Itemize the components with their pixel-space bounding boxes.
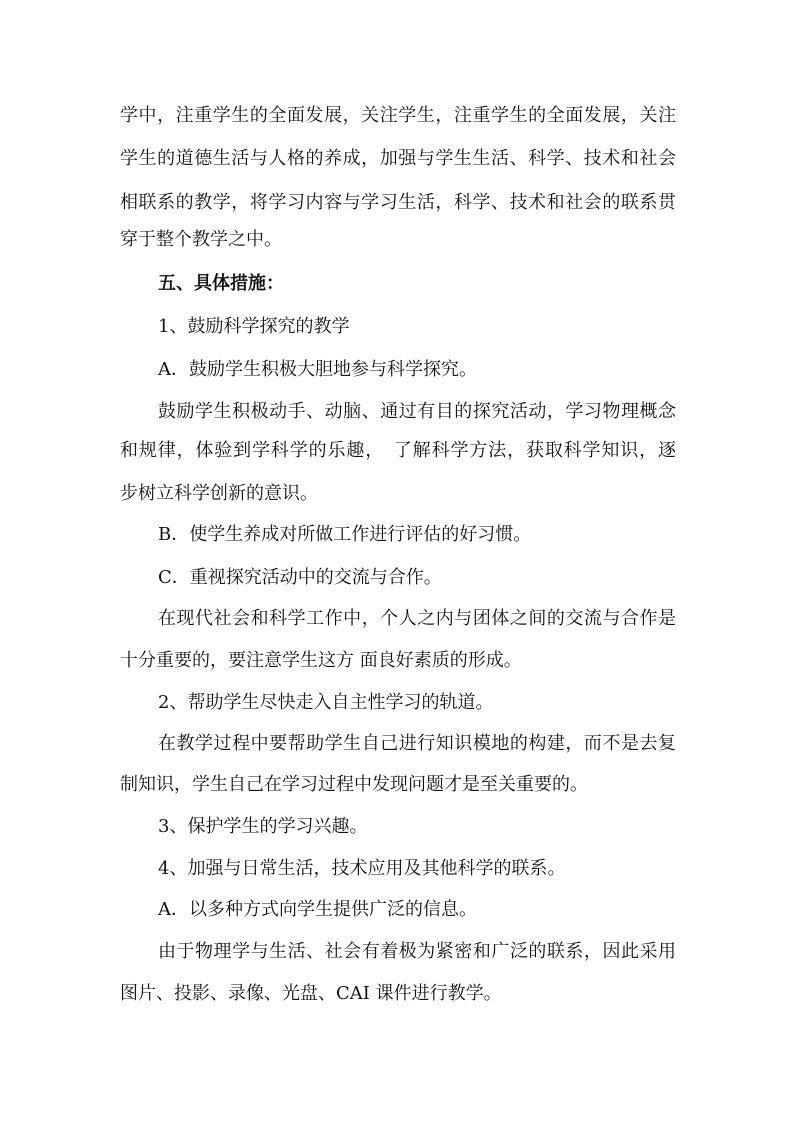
sub-item: C．重视探究活动中的交流与合作。 <box>158 567 442 588</box>
paragraph-line: 相联系的教学，将学习内容与学习生活，科学、技术和社会的联系贯 <box>120 192 676 213</box>
sub-item: B．使学生养成对所做工作进行评估的好习惯。 <box>158 524 532 545</box>
paragraph-line: 制知识，学生自己在学习过程中发现问题才是至关重要的。 <box>120 774 588 795</box>
item-heading: 1、鼓励科学探究的教学 <box>158 316 350 337</box>
paragraph-line: 在现代社会和科学工作中，个人之内与团体之间的交流与合作是 <box>158 608 676 629</box>
paragraph-line: 和规律，体验到学科学的乐趣， 了解科学方法，获取科学知识，逐 <box>120 440 676 461</box>
paragraph-line: 图片、投影、录像、光盘、CAI 课件进行教学。 <box>120 983 502 1004</box>
paragraph-line: 在教学过程中要帮助学生自己进行知识模地的构建，而不是去复 <box>158 733 676 754</box>
item-heading: 2、帮助学生尽快走入自主性学习的轨道。 <box>158 692 494 713</box>
paragraph-line: 由于物理学与生活、社会有着极为紧密和广泛的联系，因此采用 <box>158 941 676 962</box>
item-heading: 3、保护学生的学习兴趣。 <box>158 816 368 837</box>
paragraph-line: 步树立科学创新的意识。 <box>120 483 318 504</box>
sub-item: A．鼓励学生积极大胆地参与科学探究。 <box>158 359 477 380</box>
paragraph-line: 学中，注重学生的全面发展，关注学生，注重学生的全面发展，关注 <box>120 105 676 126</box>
paragraph-line: 学生的道德生活与人格的养成，加强与学生生活、科学、技术和社会 <box>120 148 676 169</box>
section-heading: 五、具体措施： <box>158 273 284 294</box>
paragraph-line: 鼓励学生积极动手、动脑、通过有目的探究活动，学习物理概念 <box>158 401 676 422</box>
sub-item: A．以多种方式向学生提供广泛的信息。 <box>158 899 477 920</box>
paragraph-line: 穿于整个教学之中。 <box>120 229 282 250</box>
item-heading: 4、加强与日常生活，技术应用及其他科学的联系。 <box>158 858 566 879</box>
paragraph-line: 十分重要的，要注意学生这方 面良好素质的形成。 <box>120 650 522 671</box>
